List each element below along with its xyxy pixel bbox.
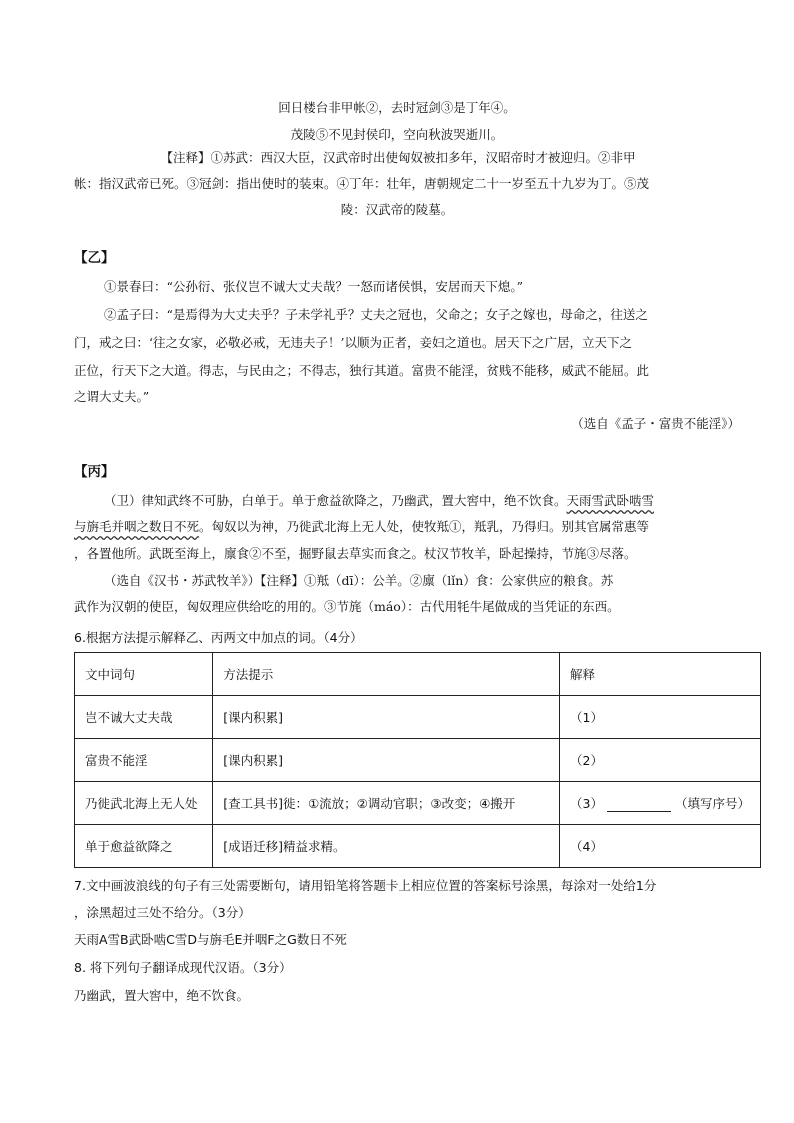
bing-note-1: （选自《汉书・苏武牧羊》）【注释】①羝（dī）：公羊。②廪（lǐn）食：公家供应的粮食。苏 <box>104 573 614 588</box>
poem-note-2: 帐：指汉武帝已死。③冠剑：指出使时的装束。④丁年：壮年，唐朝规定二十一岁至五十九岁为丁。⑤茂 <box>74 176 650 191</box>
question-7-sentence: 天雨A雪B武卧啮C雪D与旃毛E并咽F之G数日不死 <box>74 932 347 947</box>
table-cell: 乃徙武北海上无人处 <box>75 782 213 825</box>
answer-cell[interactable] <box>560 782 761 825</box>
poem-note-1: 【注释】①苏武：西汉大臣，汉武帝时出使匈奴被扣多年，汉昭帝时才被迎归。②非甲 <box>160 150 636 165</box>
wavy-sentence-part-2: 与旃毛并咽之数日不死 <box>74 519 200 534</box>
table-header-cell: 方法提示 <box>213 653 560 696</box>
yi-source: （选自《孟子・富贵不能淫》） <box>571 416 740 431</box>
bing-line-1 <box>104 488 754 514</box>
answer-cell[interactable]: （4） <box>560 825 761 868</box>
answer-cell[interactable]: （2） <box>560 739 761 782</box>
answer-cell[interactable]: （1） <box>560 696 761 739</box>
yi-paragraph-1: ①景春曰：“公孙衍、张仪岂不诚大丈夫哉？一怒而诸侯惧，安居而天下熄。” <box>104 279 524 294</box>
question-7-line-1: 7.文中画波浪线的句子有三处需要断句，请用铅笔将答题卡上相应位置的答案标号涂黑，每涂对一处给1分 <box>74 878 657 893</box>
fill-note: （填写序号） <box>674 796 750 811</box>
yi-paragraph-2-line-1: ②孟子曰：“是焉得为大丈夫乎？子未学礼乎？丈夫之冠也，父命之；女子之嫁也，母命之，往送之 <box>104 307 648 322</box>
table-header-cell: 文中词句 <box>75 653 213 696</box>
table-header-row <box>75 653 761 696</box>
poem-line-2: 茂陵⑤不见封侯印，空向秋波哭逝川。 <box>290 127 504 142</box>
wavy-sentence-part-1: 天雨雪武卧啮雪 <box>566 493 655 508</box>
bing-line-1-text: （卫）律知武终不可胁，白单于。单于愈益欲降之，乃幽武，置大窖中，绝不饮食。 <box>104 493 567 508</box>
table-row <box>75 782 761 825</box>
table-cell: [成语迁移]精益求精。 <box>213 825 560 868</box>
table-cell: 单于愈益欲降之 <box>75 825 213 868</box>
table-cell: 富贵不能淫 <box>75 739 213 782</box>
answer-number: （3） <box>570 796 603 811</box>
poem-note-3: 陵：汉武帝的陵墓。 <box>340 202 454 217</box>
question-6-prompt: 6.根据方法提示解释乙、丙两文中加点的词。（4分） <box>74 630 363 645</box>
table-cell: [课内积累] <box>213 696 560 739</box>
bing-note-2: 武作为汉朝的使臣，匈奴理应供给吃的用的。③节旄（máo）：古代用牦牛尾做成的当凭证的东西。 <box>74 599 620 614</box>
table-header-cell: 解释 <box>560 653 761 696</box>
yi-paragraph-2-line-3: 正位，行天下之大道。得志，与民由之；不得志，独行其道。富贵不能淫，贫贱不能移，威武不能屈。此 <box>74 363 650 378</box>
section-label-bing: 【丙】 <box>74 464 115 480</box>
yi-paragraph-2-line-2: 门，戒之曰：‘往之女家，必敬必戒，无违夫子！’以顺为正者，妾妇之道也。居天下之广居，立天下之 <box>74 335 632 350</box>
bing-line-2 <box>74 514 754 540</box>
bing-line-3: ，各置他所。武既至海上，廪食②不至，掘野鼠去草实而食之。杖汉节牧羊，卧起操持，节旄③尽落。 <box>74 546 637 561</box>
question-8-prompt: 8. 将下列句子翻译成现代汉语。（3分） <box>74 960 292 975</box>
question-8-sentence: 乃幽武，置大窖中，绝不饮食。 <box>74 988 250 1003</box>
answer-blank[interactable] <box>607 799 671 812</box>
table-row <box>75 825 761 868</box>
yi-paragraph-2-line-4: 之谓大丈夫。” <box>74 389 150 404</box>
table-row <box>75 696 761 739</box>
question-7-line-2: ，涂黑超过三处不给分。（3分） <box>74 905 251 920</box>
bing-line-2-text: 。匈奴以为神，乃徙武北海上无人处，使牧羝①，羝乳，乃得归。别其官属常惠等 <box>199 519 650 534</box>
table-cell: [课内积累] <box>213 739 560 782</box>
table-cell: 岂不诚大丈夫哉 <box>75 696 213 739</box>
table-row <box>75 739 761 782</box>
table-cell: [查工具书]徙：①流放；②调动官职；③改变；④搬开 <box>213 782 560 825</box>
answer-table <box>74 652 761 868</box>
poem-line-1: 回日楼台非甲帐②，去时冠剑③是丁年④。 <box>278 100 516 115</box>
section-label-yi: 【乙】 <box>74 250 115 266</box>
